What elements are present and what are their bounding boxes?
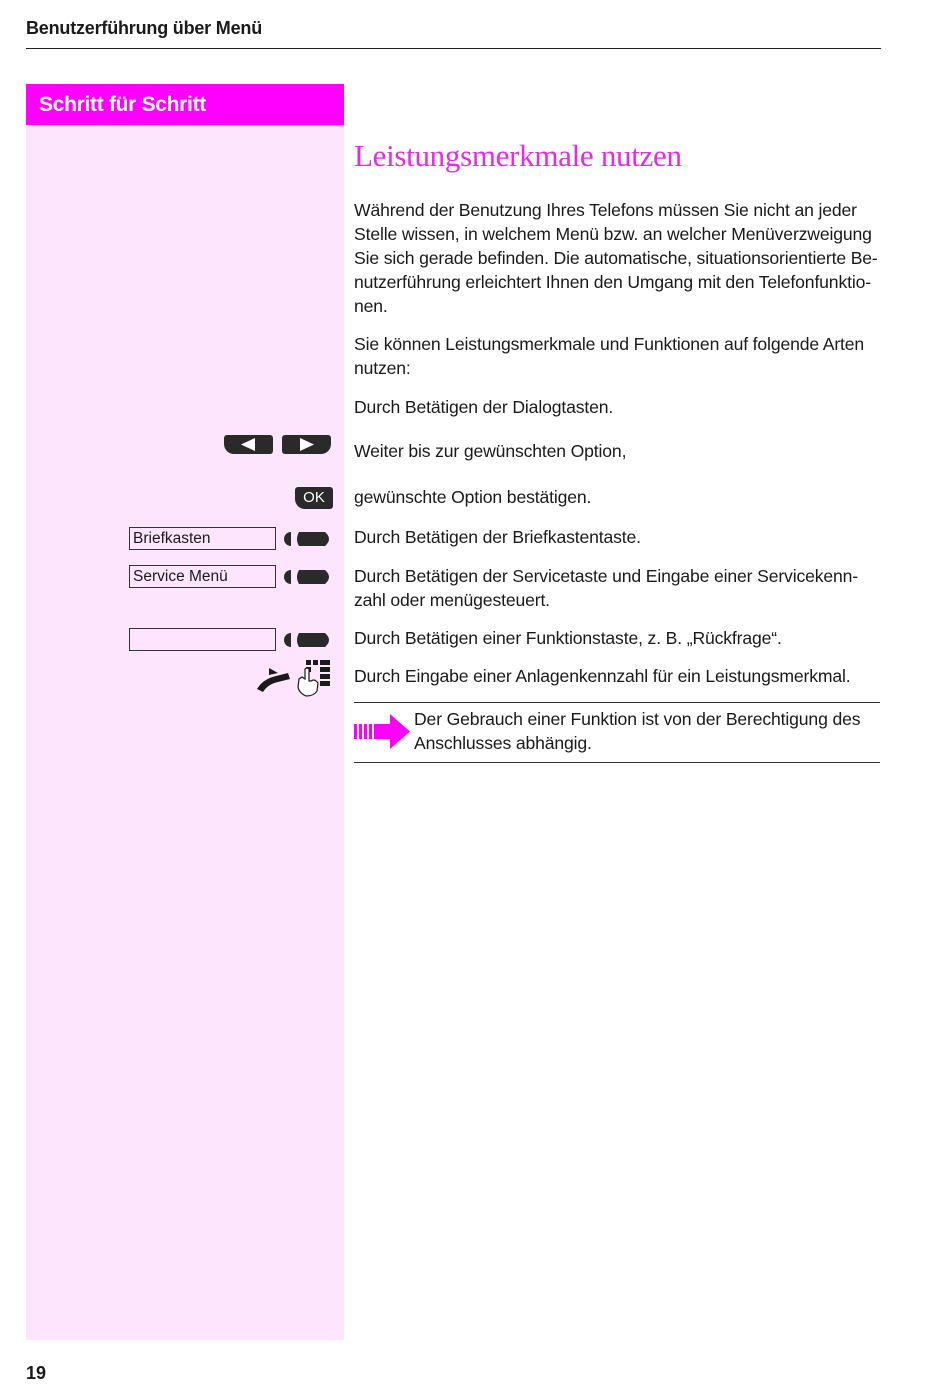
intro-line: nen. xyxy=(354,296,388,316)
note-line: Anschlusses abhängig. xyxy=(414,733,592,753)
step-confirm-text: gewünschte Option bestätigen. xyxy=(354,487,592,507)
step-service-line: Durch Betätigen der Servicetaste und Eingabe einer Servicekenn- xyxy=(354,566,858,586)
sidebar-heading: Schritt für Schritt xyxy=(26,84,344,125)
step-service-line: zahl oder menügesteuert. xyxy=(354,590,550,610)
intro-paragraph xyxy=(354,198,882,318)
intro-line: Sie sich gerade befinden. Die automatische, situationsorientierte Be- xyxy=(354,248,878,268)
page-number: 19 xyxy=(26,1363,47,1383)
function-key-label xyxy=(129,628,276,651)
service-key-label: Service Menü xyxy=(129,565,276,588)
options-paragraph xyxy=(354,332,882,380)
ok-key[interactable]: OK xyxy=(295,487,333,509)
right-arrow-icon xyxy=(282,435,331,454)
service-key-button[interactable] xyxy=(282,568,334,586)
step-service-text xyxy=(354,564,882,612)
sidebar-panel xyxy=(26,125,344,1340)
step-function-text: Durch Betätigen einer Funktionstaste, z. B. „Rückfrage“. xyxy=(354,628,782,648)
note-bottom-divider xyxy=(354,762,880,763)
options-line: nutzen: xyxy=(354,358,411,378)
function-key-button[interactable] xyxy=(282,631,334,649)
right-arrow-key[interactable] xyxy=(282,435,331,454)
left-arrow-icon xyxy=(224,435,273,454)
page-header-title: Benutzerführung über Menü xyxy=(26,18,262,38)
note-arrow-icon xyxy=(354,712,410,749)
intro-line: Während der Benutzung Ihres Telefons müssen Sie nicht an jeder xyxy=(354,200,857,220)
mailbox-key-label: Briefkasten xyxy=(129,527,276,550)
note-text xyxy=(414,707,880,755)
note-top-divider xyxy=(354,702,880,703)
options-line: Sie können Leistungsmerkmale und Funktionen auf folgende Arten xyxy=(354,334,865,354)
step-mailbox-text: Durch Betätigen der Briefkastentaste. xyxy=(354,527,641,547)
mailbox-key-button[interactable] xyxy=(282,530,334,548)
left-arrow-key[interactable] xyxy=(224,435,273,454)
note-line: Der Gebrauch einer Funktion ist von der Berechtigung des xyxy=(414,709,861,729)
intro-line: Stelle wissen, in welchem Menü bzw. an welcher Menüverzweigung xyxy=(354,224,872,244)
page-title: Leistungsmerkmale nutzen xyxy=(354,138,682,173)
handset-keypad-icon xyxy=(254,659,334,699)
intro-line: nutzerführung erleichtert Ihnen den Umgang mit den Telefonfunktio- xyxy=(354,272,871,292)
step-code-text: Durch Eingabe einer Anlagenkennzahl für ein Leistungsmerkmal. xyxy=(354,666,851,686)
step-scroll-text: Weiter bis zur gewünschten Option, xyxy=(354,441,627,461)
dialog-keys-text: Durch Betätigen der Dialogtasten. xyxy=(354,397,614,417)
header-divider xyxy=(26,48,881,49)
